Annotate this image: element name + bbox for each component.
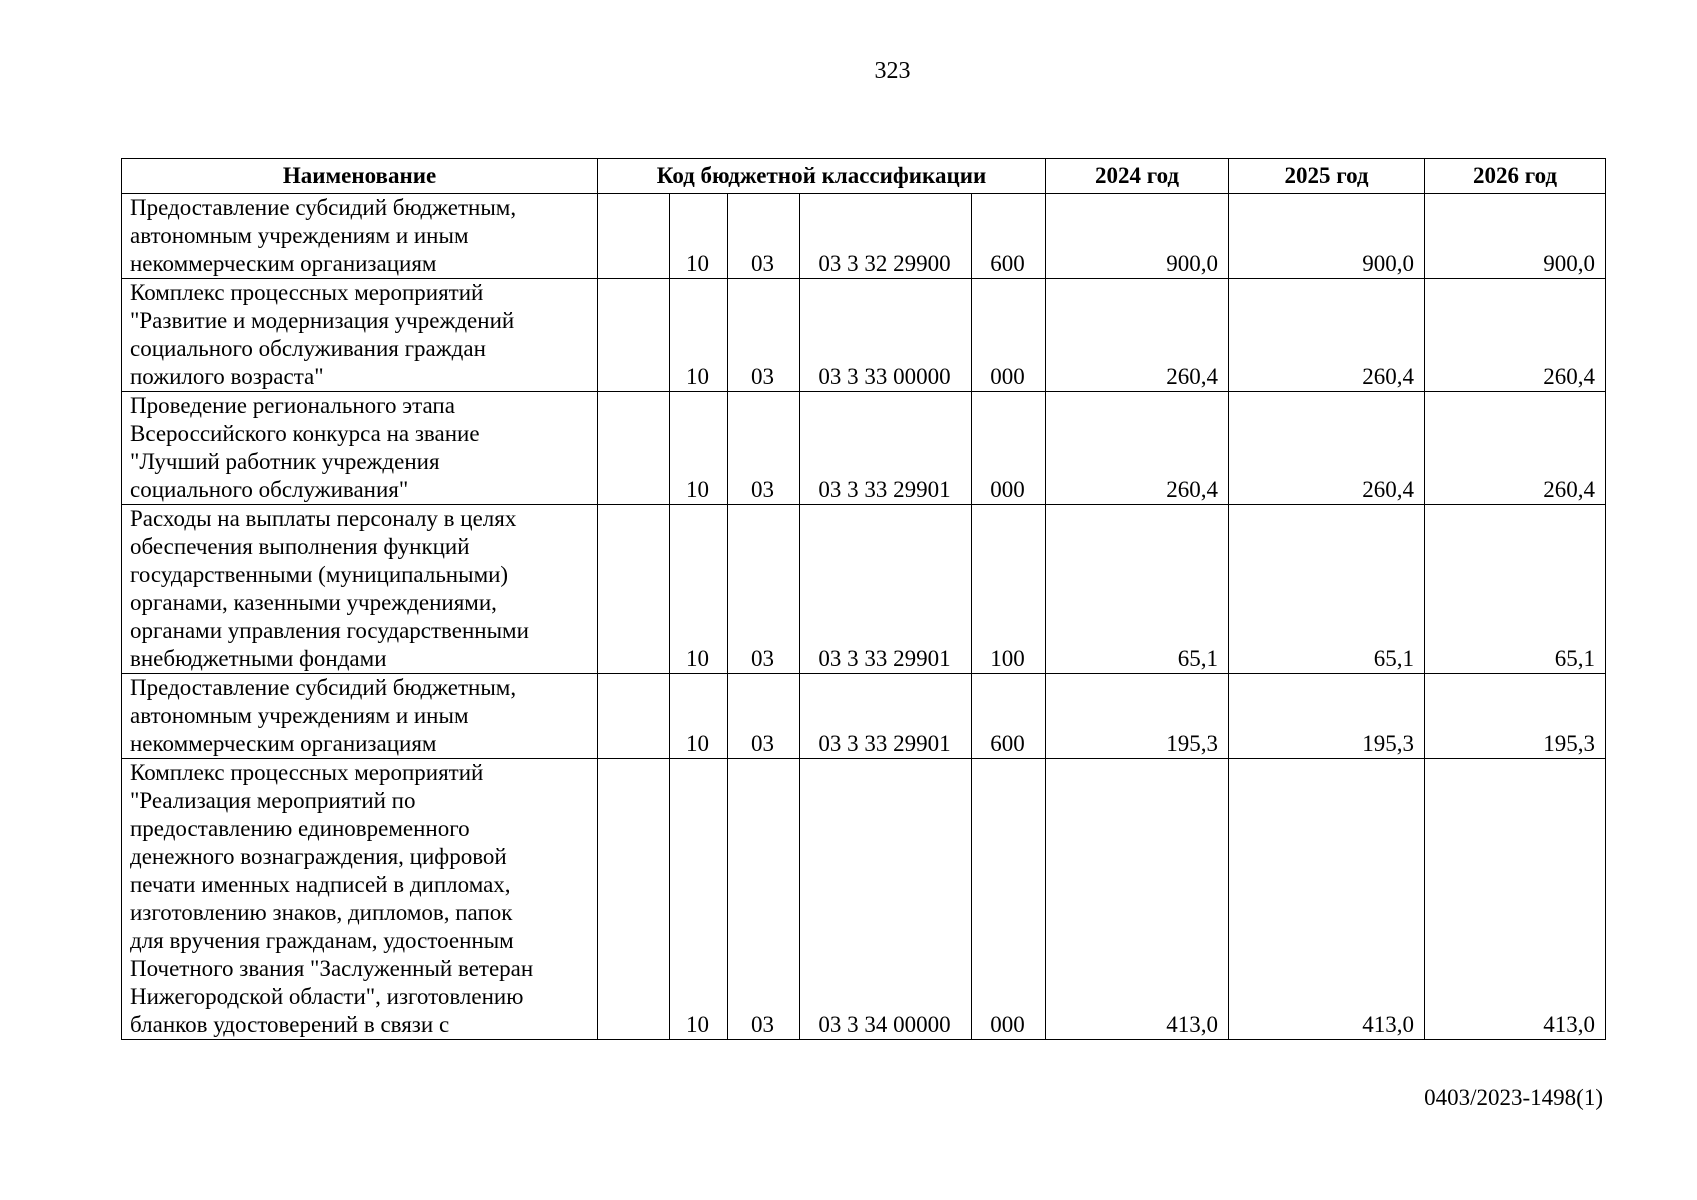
header-2024: 2024 год xyxy=(1046,159,1229,194)
row-name-cell xyxy=(122,674,598,759)
code-expense-type: 000 xyxy=(972,759,1046,1040)
value-2026: 195,3 xyxy=(1425,674,1606,759)
row-name-line: органами управления государственными xyxy=(130,618,529,643)
value-2026: 260,4 xyxy=(1425,279,1606,392)
code-subsection: 03 xyxy=(728,759,800,1040)
row-name-line: "Реализация мероприятий по xyxy=(130,788,416,813)
row-name-cell xyxy=(122,194,598,279)
row-name-line: бланков удостоверений в связи с xyxy=(130,1012,450,1037)
code-cell-1 xyxy=(598,392,670,505)
value-2024: 900,0 xyxy=(1046,194,1229,279)
row-name-cell xyxy=(122,505,598,674)
table-row xyxy=(122,392,1606,505)
value-2025: 900,0 xyxy=(1229,194,1425,279)
code-subsection: 03 xyxy=(728,392,800,505)
row-name-line: изготовлению знаков, дипломов, папок xyxy=(130,900,513,925)
value-2024: 413,0 xyxy=(1046,759,1229,1040)
table-header-row xyxy=(122,159,1606,194)
row-name-line: обеспечения выполнения функций xyxy=(130,534,470,559)
code-section: 10 xyxy=(670,505,728,674)
code-cell-1 xyxy=(598,505,670,674)
code-expense-type: 000 xyxy=(972,392,1046,505)
code-expense-type: 000 xyxy=(972,279,1046,392)
row-name-line: Предоставление субсидий бюджетным, xyxy=(130,195,517,220)
code-expense-type: 100 xyxy=(972,505,1046,674)
header-name: Наименование xyxy=(122,159,598,194)
row-name-cell xyxy=(122,279,598,392)
row-name-line: Почетного звания "Заслуженный ветеран xyxy=(130,956,534,981)
value-2024: 65,1 xyxy=(1046,505,1229,674)
code-subsection: 03 xyxy=(728,279,800,392)
table-row xyxy=(122,279,1606,392)
header-2026: 2026 год xyxy=(1425,159,1606,194)
code-section: 10 xyxy=(670,759,728,1040)
value-2025: 195,3 xyxy=(1229,674,1425,759)
value-2024: 195,3 xyxy=(1046,674,1229,759)
code-section: 10 xyxy=(670,279,728,392)
row-name-line: пожилого возраста" xyxy=(130,364,324,389)
code-section: 10 xyxy=(670,194,728,279)
code-section: 10 xyxy=(670,674,728,759)
code-cell-1 xyxy=(598,759,670,1040)
header-budget-code: Код бюджетной классификации xyxy=(598,159,1046,194)
row-name-line: "Развитие и модернизация учреждений xyxy=(130,308,515,333)
code-target-article: 03 3 32 29900 xyxy=(800,194,972,279)
row-name-line: внебюджетными фондами xyxy=(130,646,387,671)
code-cell-1 xyxy=(598,194,670,279)
code-target-article: 03 3 33 29901 xyxy=(800,505,972,674)
code-cell-1 xyxy=(598,279,670,392)
value-2024: 260,4 xyxy=(1046,392,1229,505)
code-expense-type: 600 xyxy=(972,194,1046,279)
value-2025: 260,4 xyxy=(1229,279,1425,392)
row-name-line: Всероссийского конкурса на звание xyxy=(130,421,480,446)
row-name-line: органами, казенными учреждениями, xyxy=(130,590,497,615)
row-name-line: некоммерческим организациям xyxy=(130,251,437,276)
row-name-line: Предоставление субсидий бюджетным, xyxy=(130,675,517,700)
value-2026: 413,0 xyxy=(1425,759,1606,1040)
row-name-cell xyxy=(122,392,598,505)
table-row xyxy=(122,194,1606,279)
value-2026: 900,0 xyxy=(1425,194,1606,279)
code-expense-type: 600 xyxy=(972,674,1046,759)
code-target-article: 03 3 33 29901 xyxy=(800,674,972,759)
code-subsection: 03 xyxy=(728,674,800,759)
code-target-article: 03 3 33 00000 xyxy=(800,279,972,392)
row-name-line: автономным учреждениям и иным xyxy=(130,223,469,248)
value-2026: 65,1 xyxy=(1425,505,1606,674)
row-name-line: Расходы на выплаты персоналу в целях xyxy=(130,506,517,531)
budget-table xyxy=(121,158,1606,1040)
row-name-line: Нижегородской области", изготовлению xyxy=(130,984,524,1009)
page-number: 323 xyxy=(874,58,911,84)
row-name-line: Комплекс процессных мероприятий xyxy=(130,280,484,305)
code-target-article: 03 3 34 00000 xyxy=(800,759,972,1040)
row-name-line: государственными (муниципальными) xyxy=(130,562,509,587)
value-2025: 413,0 xyxy=(1229,759,1425,1040)
code-subsection: 03 xyxy=(728,194,800,279)
value-2025: 65,1 xyxy=(1229,505,1425,674)
code-section: 10 xyxy=(670,392,728,505)
row-name-line: Комплекс процессных мероприятий xyxy=(130,760,484,785)
row-name-line: предоставлению единовременного xyxy=(130,816,470,841)
table-row xyxy=(122,759,1606,1040)
document-code: 0403/2023-1498(1) xyxy=(1424,1085,1603,1110)
table-body xyxy=(122,194,1606,1040)
value-2024: 260,4 xyxy=(1046,279,1229,392)
value-2025: 260,4 xyxy=(1229,392,1425,505)
code-subsection: 03 xyxy=(728,505,800,674)
row-name-line: автономным учреждениям и иным xyxy=(130,703,469,728)
code-cell-1 xyxy=(598,674,670,759)
row-name-line: социального обслуживания" xyxy=(130,477,409,502)
row-name-line: социального обслуживания граждан xyxy=(130,336,486,361)
code-target-article: 03 3 33 29901 xyxy=(800,392,972,505)
value-2026: 260,4 xyxy=(1425,392,1606,505)
row-name-line: для вручения гражданам, удостоенным xyxy=(130,928,514,953)
row-name-line: "Лучший работник учреждения xyxy=(130,449,440,474)
table-row xyxy=(122,505,1606,674)
row-name-line: печати именных надписей в дипломах, xyxy=(130,872,511,897)
header-2025: 2025 год xyxy=(1229,159,1425,194)
row-name-line: некоммерческим организациям xyxy=(130,731,437,756)
row-name-line: денежного вознаграждения, цифровой xyxy=(130,844,507,869)
table-row xyxy=(122,674,1606,759)
row-name-cell xyxy=(122,759,598,1040)
row-name-line: Проведение регионального этапа xyxy=(130,393,455,418)
